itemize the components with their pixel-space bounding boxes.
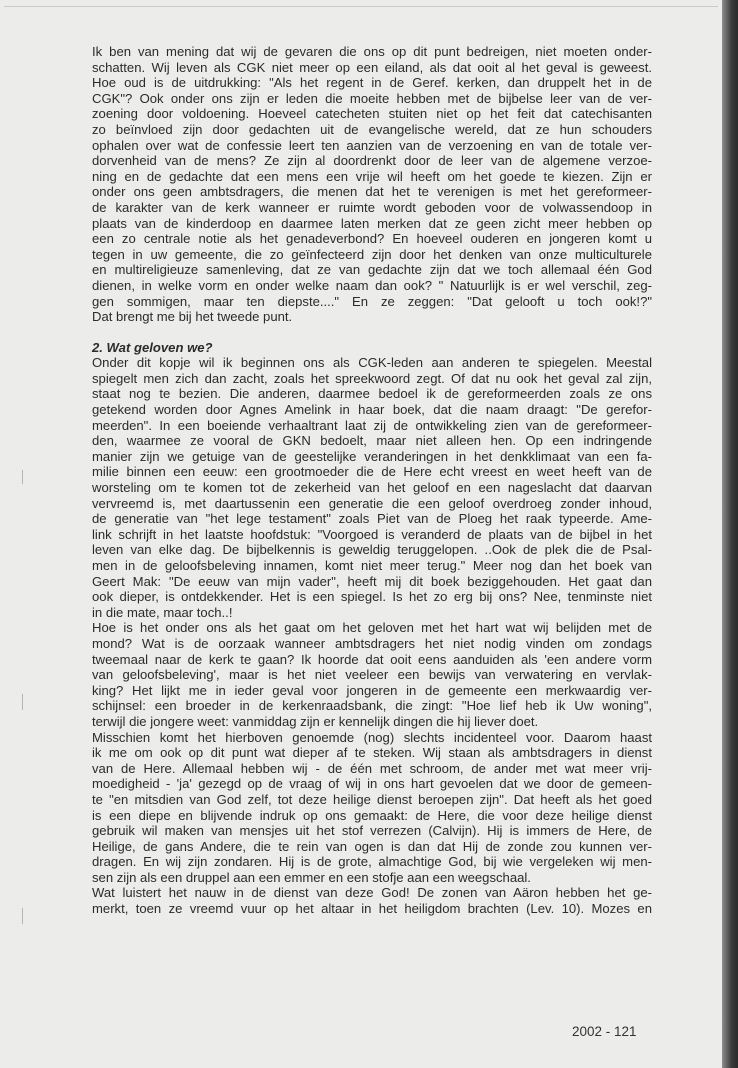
text-line: sen zijn als een druppel aan een emmer en een stofje aan een weegschaal. (92, 869, 531, 885)
text-line: mond? Wat is de oorzaak wanneer ambtsdragers het niet nodig vinden om zondags (92, 635, 652, 651)
text-line: in die mate, maar toch..! (92, 604, 233, 620)
book-spine-edge (722, 0, 738, 1068)
text-line: Onder dit kopje wil ik beginnen ons als CGK-leden aan anderen te spiegelen. Meestal (92, 355, 652, 371)
text-line: milie binnen een eeuw: een grootmoeder die de Here echt vreest en weet heeft van de (92, 464, 652, 480)
text-line: Misschien komt het hierboven genoemde (nog) slechts incidenteel voor. Daarom haast (92, 729, 652, 745)
text-line: Hoe is het onder ons als het gaat om het geloven met het hart wat wij belijden met de (92, 620, 652, 636)
text-line: getekend worden door Agnes Amelink in haar boek, dat die naam draagt: "De gerefor- (92, 402, 652, 418)
text-line: Hoe oud is de uitdrukking: "Als het regent in de Geref. kerken, dan druppelt het in de (92, 75, 652, 91)
text-line: staat nog te bezien. Die anderen, daarmee bedoel ik de gereformeerden zoals ze ons (92, 386, 652, 402)
text-line: een zo centrale notie als het genadeverbond? En hoeveel ouderen en jongeren komt u (92, 231, 652, 247)
text-line: onder ons geen ambtsdragers, die menen dat het te verenigen is met het gereformeer- (92, 184, 652, 200)
page-number: 2002 - 121 (572, 1024, 637, 1039)
paragraph-dienst-god (92, 885, 652, 916)
text-line: manier zijn we getuige van de geestelijke veranderingen in het denkklimaat van een fa- (92, 448, 652, 464)
paragraph-ambtsdragers (92, 730, 652, 886)
text-line: dragen. En wij zijn zondaren. Hij is de grote, almachtige God, bij wie vergeleken wij men- (92, 854, 652, 870)
paragraph-spiegel (92, 355, 652, 620)
text-line: vervreemd is, met daartussenin een generatie die een geloof overdroeg zonder inhoud, (92, 495, 652, 511)
top-rule (4, 6, 718, 7)
text-line: men in de geloofsbeleving innamen, komt niet meer terug." Meer nog dan het boek van (92, 558, 652, 573)
text-line: de karakter van de kerk wanneer er ruimte wordt geboden voor de volwassendoop in (92, 199, 652, 215)
text-line: plaats van de kinderdoop en daarmee laten merken dat ze geen zicht meer hebben op (92, 215, 652, 231)
text-line: dienen, in welke vorm en onder welke naam dan ook? " Natuurlijk is er wel verschil, zeg- (92, 277, 652, 293)
text-line: tweemaal naar de kerk te gaan? Ik hoorde dat ooit eens aanduiden als 'een andere vorm (92, 651, 652, 667)
text-line: CGK"? Ook onder ons zijn er leden die moeite hebben met de bijbelse leer van de ver- (92, 90, 652, 106)
text-line: moedigheid - 'ja' gezegd op de vraag of wij in ons hart gevoelen dat we door de gemeen- (92, 776, 652, 792)
paragraph-gap (92, 325, 652, 340)
text-line: Geert Mak: "De eeuw van mijn vader", heeft mij dit boek beziggehouden. Het gaat dan (92, 573, 652, 589)
text-line: zo beïnvloed zijn door gedachten uit de evangelische wereld, dat ze hun schouders (92, 121, 652, 137)
text-line: ning en de gedachte dat een mens een vrije wil heeft om het goede te kiezen. Zijn er (92, 168, 652, 184)
text-line: meerden". In een boeiende verhaaltrant laat zij de ontwikkeling zien van de gereformeer- (92, 417, 652, 433)
text-line: leven van elke dag. De bijbelkennis is geweldig teruggelopen. ..Ook de plek die de Psal- (92, 542, 652, 558)
text-line: de generatie van "het lege testament" zoals Piet van de Ploeg het raak typeerde. Ame- (92, 511, 652, 527)
text-line: is een diepe en blijvende indruk op ons gemaakt: de Here, die voor deze heilige dienst (92, 807, 652, 823)
text-line: Wat luistert het nauw in de dienst van deze God! De zonen van Aäron hebben het ge- (92, 885, 652, 901)
text-line: tegen in uw gemeente, die zo geïnfecteerd zijn door het denken van onze multiculturele (92, 246, 652, 262)
paragraph-gevaren (92, 44, 652, 325)
text-line: schatten. Wij leven als CGK niet meer op een eiland, als dat ooit al het geval is geweest. (92, 59, 652, 75)
text-line: terwijl die jongere weet: vanmiddag zijn er kennelijk dingen die hij liever doet. (92, 713, 539, 729)
section-heading: 2. Wat geloven we? (92, 339, 213, 355)
paragraph-geloven-hart (92, 620, 652, 729)
text-line: te "en mitsdien van God zelf, tot deze heilige dienst beroepen zijn". Dat heeft als het goed (92, 791, 652, 807)
text-line: worsteling om te komen tot de zekerheid van het geloof en een nageslacht dat daarvan (92, 480, 652, 496)
text-line: zoening door voldoening. Hoeveel catecheten stuiten niet op het feit dat catechisanten (92, 106, 652, 122)
margin-tick (22, 908, 23, 924)
text-line: van geloofsbeleving', maar is het niet veeleer een bewijs van verwatering en vervlak- (92, 667, 652, 683)
text-line: Dat brengt me bij het tweede punt. (92, 309, 293, 325)
text-line: king? Het lijkt me in ieder geval voor jongeren in de gemeente een merkwaardig ver- (92, 682, 652, 698)
text-line: schijnsel: een broeder in de kerkenraadsbank, die zingt: "Hoe lief heb ik Uw woning", (92, 698, 652, 714)
text-line: van de Here. Allemaal hebben wij - de één met schroom, de ander met wat meer vrij- (92, 760, 652, 776)
text-line: en multireligieuze samenleving, dat ze van gedachte zijn dat we toch allemaal één God (92, 262, 652, 278)
text-line: gen sommigen, maar ten diepste...." En ze zeggen: "Dat gelooft u toch ook!?" (92, 293, 652, 309)
text-line: Heilige, de gans Andere, die te rein van ogen is dan dat Hij de zonde zou kunnen ver- (92, 838, 652, 854)
body-text (92, 44, 652, 917)
margin-tick (22, 694, 23, 710)
text-line: den, waarmee ze vooral de GKN bedoelt, maar niet alleen hen. Op een indringende (92, 433, 652, 449)
text-line: dorvenheid van de mens? Ze zijn al doordrenkt door de leer van de algemene verzoe- (92, 153, 652, 169)
margin-tick (22, 470, 23, 484)
text-line: ik me om ook op dit punt wat dieper af te steken. Wij staan als ambtsdragers in dienst (92, 745, 652, 761)
text-line: ook dieper, is ontdekkender. Het is een spiegel. Is het zo erg bij ons? Nee, tenminste niet (92, 589, 652, 605)
text-line: merkt, toen ze vreemd vuur op het altaar in het heiligdom brachten (Lev. 10). Mozes en (92, 901, 652, 917)
text-line: Ik ben van mening dat wij de gevaren die ons op dit punt bedreigen, niet moeten onder- (92, 44, 652, 59)
text-line: spiegelt men zich dan zacht, zoals het spreekwoord zegt. Of dat nu ook het geval zal zijn, (92, 370, 652, 386)
text-line: gebruik wil maken van mensjes uit het stof verrezen (Calvijn). Hij is immers de Here, de (92, 823, 652, 839)
text-line: link schrijft in het laatste hoofdstuk: "Voorgoed is veranderd de plaats van de bijbel in het (92, 526, 652, 542)
text-line: ophalen over wat de confessie leert ten aanzien van de verzoening en van de totale ver- (92, 137, 652, 153)
